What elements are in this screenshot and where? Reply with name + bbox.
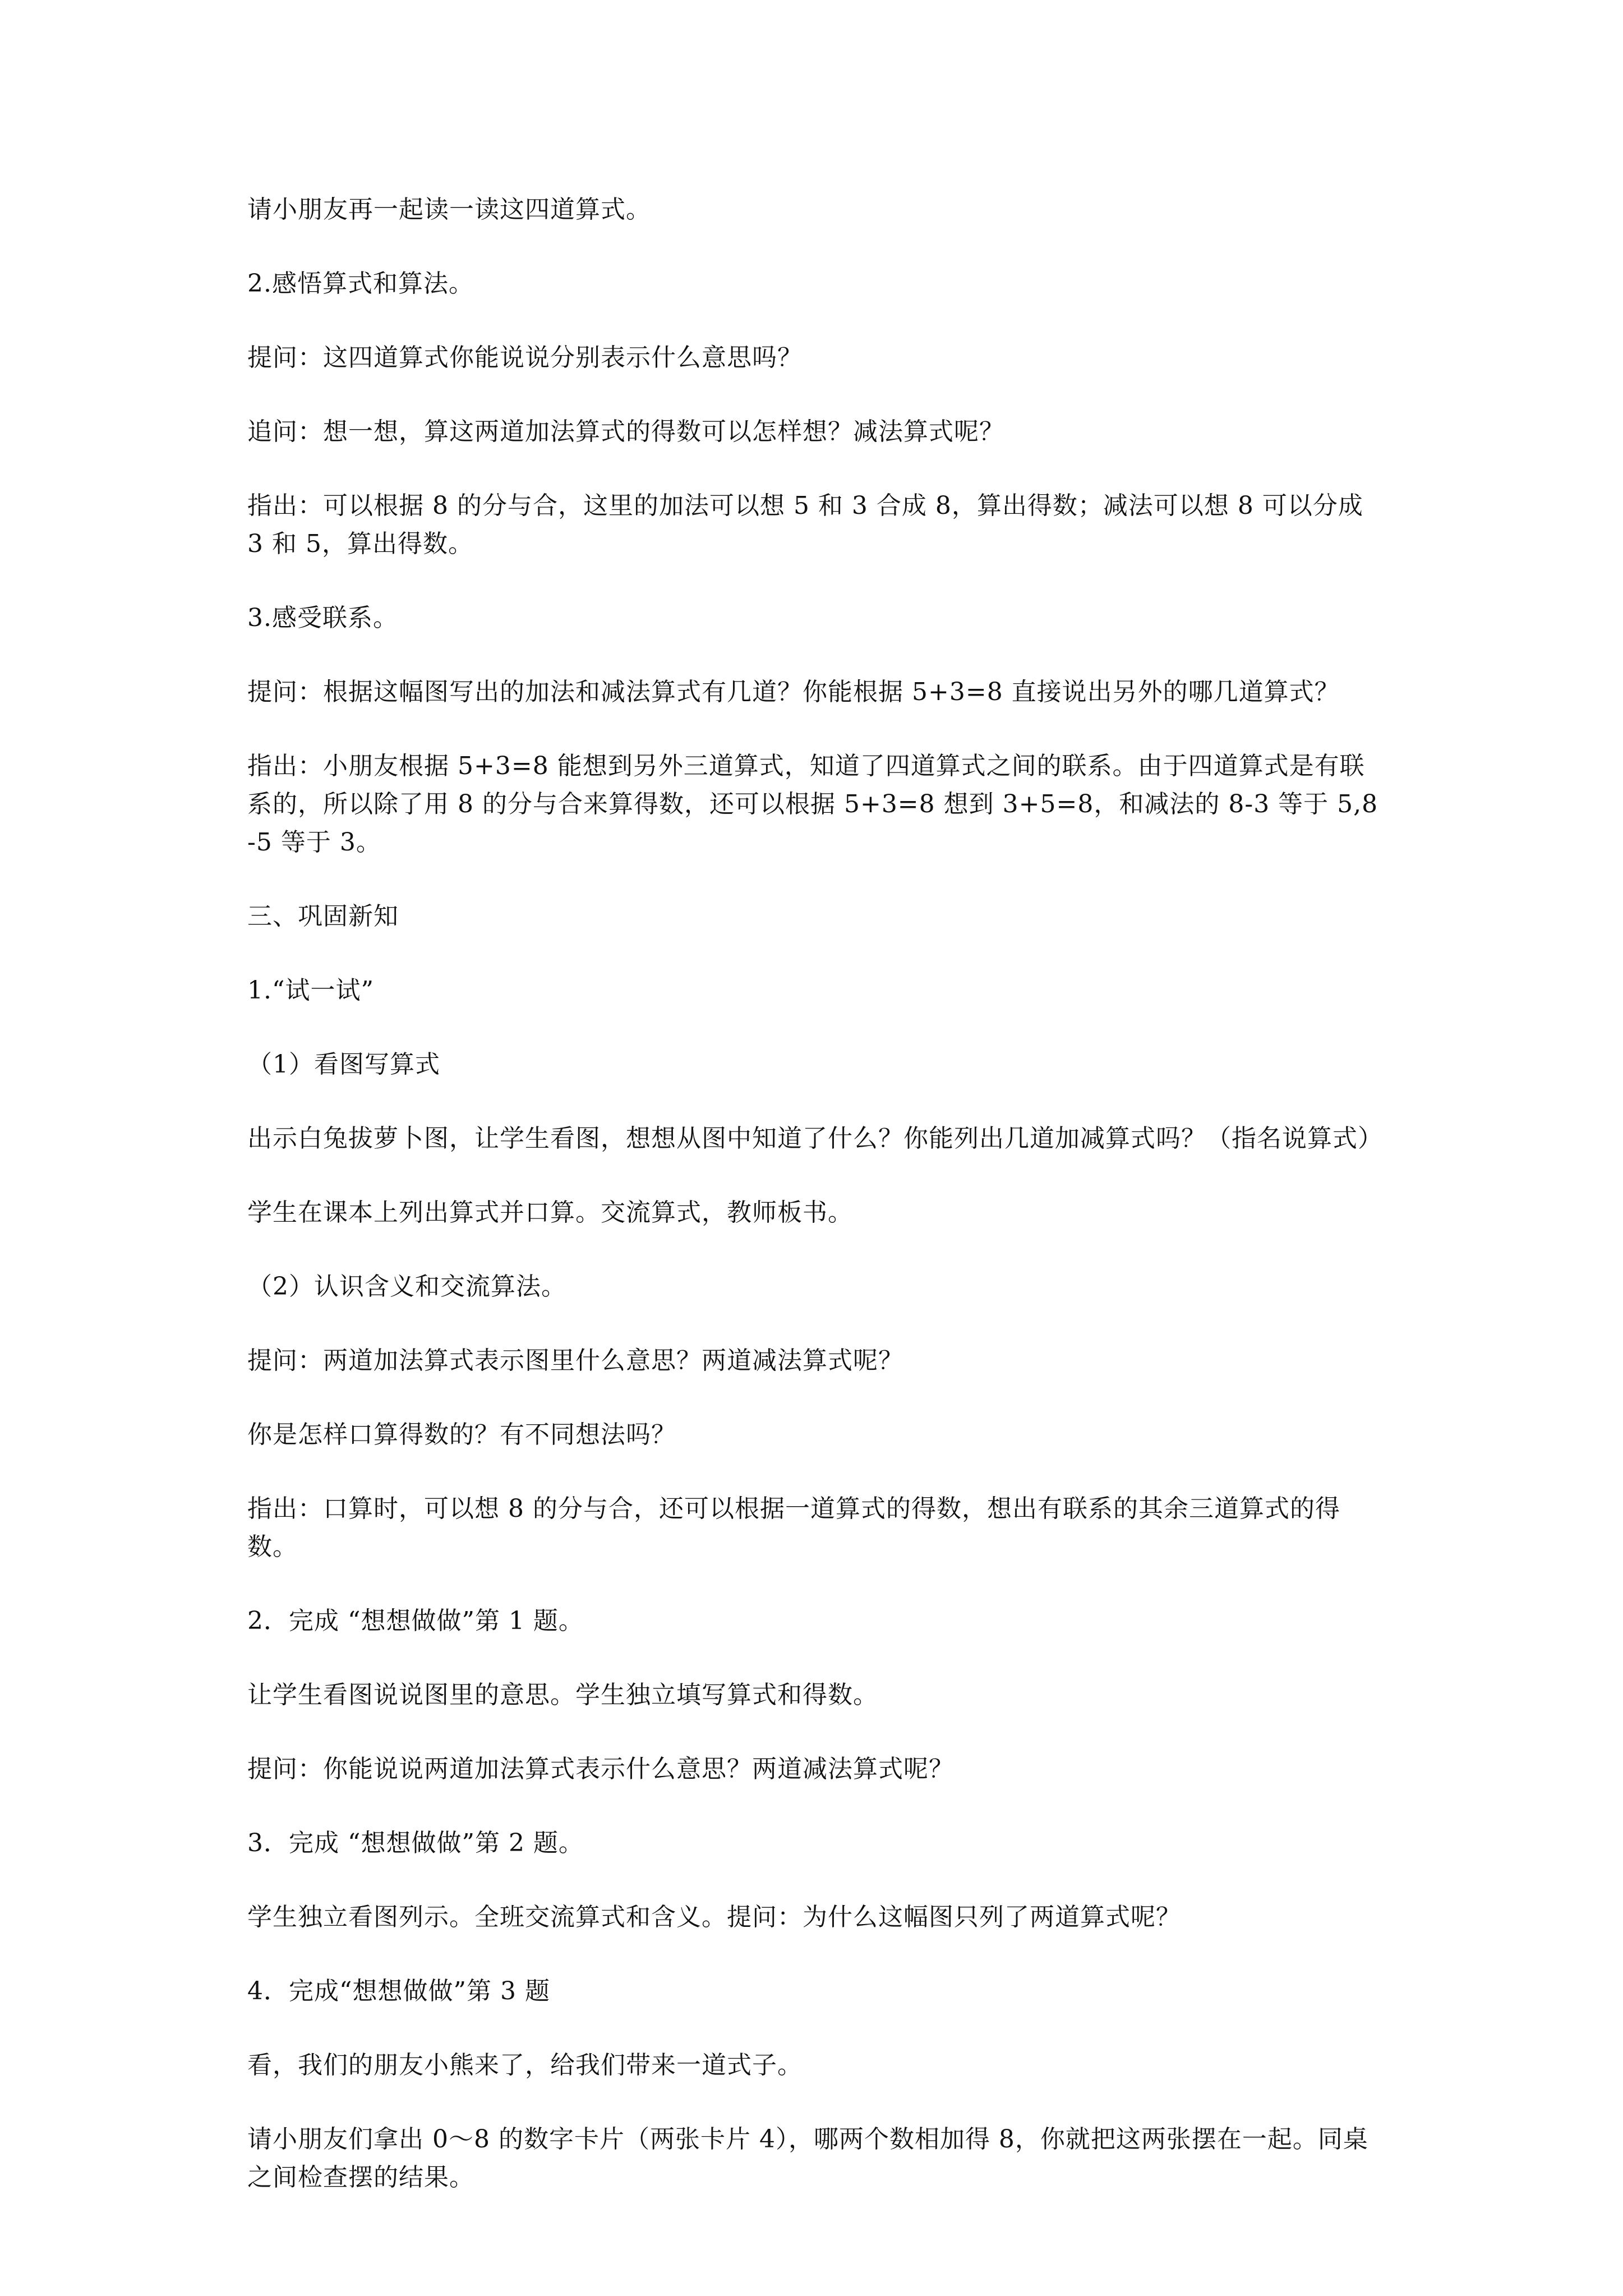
paragraph-follow-up-question: 追问：想一想，算这两道加法算式的得数可以怎样想？减法算式呢？ [247,417,1004,446]
paragraph-question-meaning: 提问：这四道算式你能说说分别表示什么意思吗？ [247,343,803,372]
paragraph-exercise-1-question: 提问：你能说说两道加法算式表示什么意思？两道减法算式呢？ [247,1755,954,1783]
paragraph-number-cards: 请小朋友们拿出 0～8 的数字卡片（两张卡片 4），哪两个数相加得 8，你就把这两张摆在一起。同桌之间检查摆的结果。 [247,2125,1368,2192]
paragraph-rabbit-picture: 出示白兔拔萝卜图，让学生看图，想想从图中知道了什么？你能列出几道加减算式吗？（指名说算式） [247,1124,1383,1153]
paragraph-question-how-many: 提问：根据这幅图写出的加法和减法算式有几道？你能根据 5+3=8 直接说出另外的哪几道算式？ [247,678,1340,706]
paragraph-read-equations: 请小朋友再一起读一读这四道算式。 [247,195,651,224]
paragraph-write-equation-heading: （1）看图写算式 [247,1050,440,1079]
paragraph-section-2-heading: 2.感悟算式和算法。 [247,269,474,298]
paragraph-how-calculate: 你是怎样口算得数的？有不同想法吗？ [247,1420,676,1449]
paragraph-exercise-3-heading: 4．完成“想想做做”第 3 题 [247,1977,550,2005]
paragraph-students-list: 学生在课本上列出算式并口算。交流算式，教师板书。 [247,1198,853,1227]
paragraph-part-3-heading: 三、巩固新知 [247,902,399,931]
paragraph-point-out-split: 指出：可以根据 8 的分与合，这里的加法可以想 5 和 3 合成 8，算出得数；减法可以想 8 可以分成 3 和 5，算出得数。 [247,491,1363,558]
paragraph-point-out-mental-math: 指出：口算时，可以想 8 的分与合，还可以根据一道算式的得数，想出有联系的其余三道算式的得数。 [247,1494,1340,1561]
paragraph-try-it-heading: 1.“试一试” [247,976,374,1005]
paragraph-point-out-connection: 指出：小朋友根据 5+3=8 能想到另外三道算式，知道了四道算式之间的联系。由于四道算式是有联系的，所以除了用 8 的分与合来算得数，还可以根据 5+3=8 想到 3+5=8，和减法的 8-3 等于 5,8-5 等于 3。 [247,752,1378,857]
paragraph-exercise-1-instruction: 让学生看图说说图里的意思。学生独立填写算式和得数。 [247,1681,878,1709]
paragraph-question-addition-meaning: 提问：两道加法算式表示图里什么意思？两道减法算式呢？ [247,1346,903,1375]
paragraph-exercise-1-heading: 2．完成 “想想做做”第 1 题。 [247,1607,584,1635]
paragraph-bear-arrives: 看，我们的朋友小熊来了，给我们带来一道式子。 [247,2051,803,2079]
paragraph-exercise-2-heading: 3．完成 “想想做做”第 2 题。 [247,1829,584,1857]
document-body [247,191,1383,2233]
paragraph-exercise-2-instruction: 学生独立看图列示。全班交流算式和含义。提问：为什么这幅图只列了两道算式呢？ [247,1903,1181,1931]
paragraph-section-3-heading: 3.感受联系。 [247,604,398,632]
paragraph-understand-meaning-heading: （2）认识含义和交流算法。 [247,1272,566,1301]
